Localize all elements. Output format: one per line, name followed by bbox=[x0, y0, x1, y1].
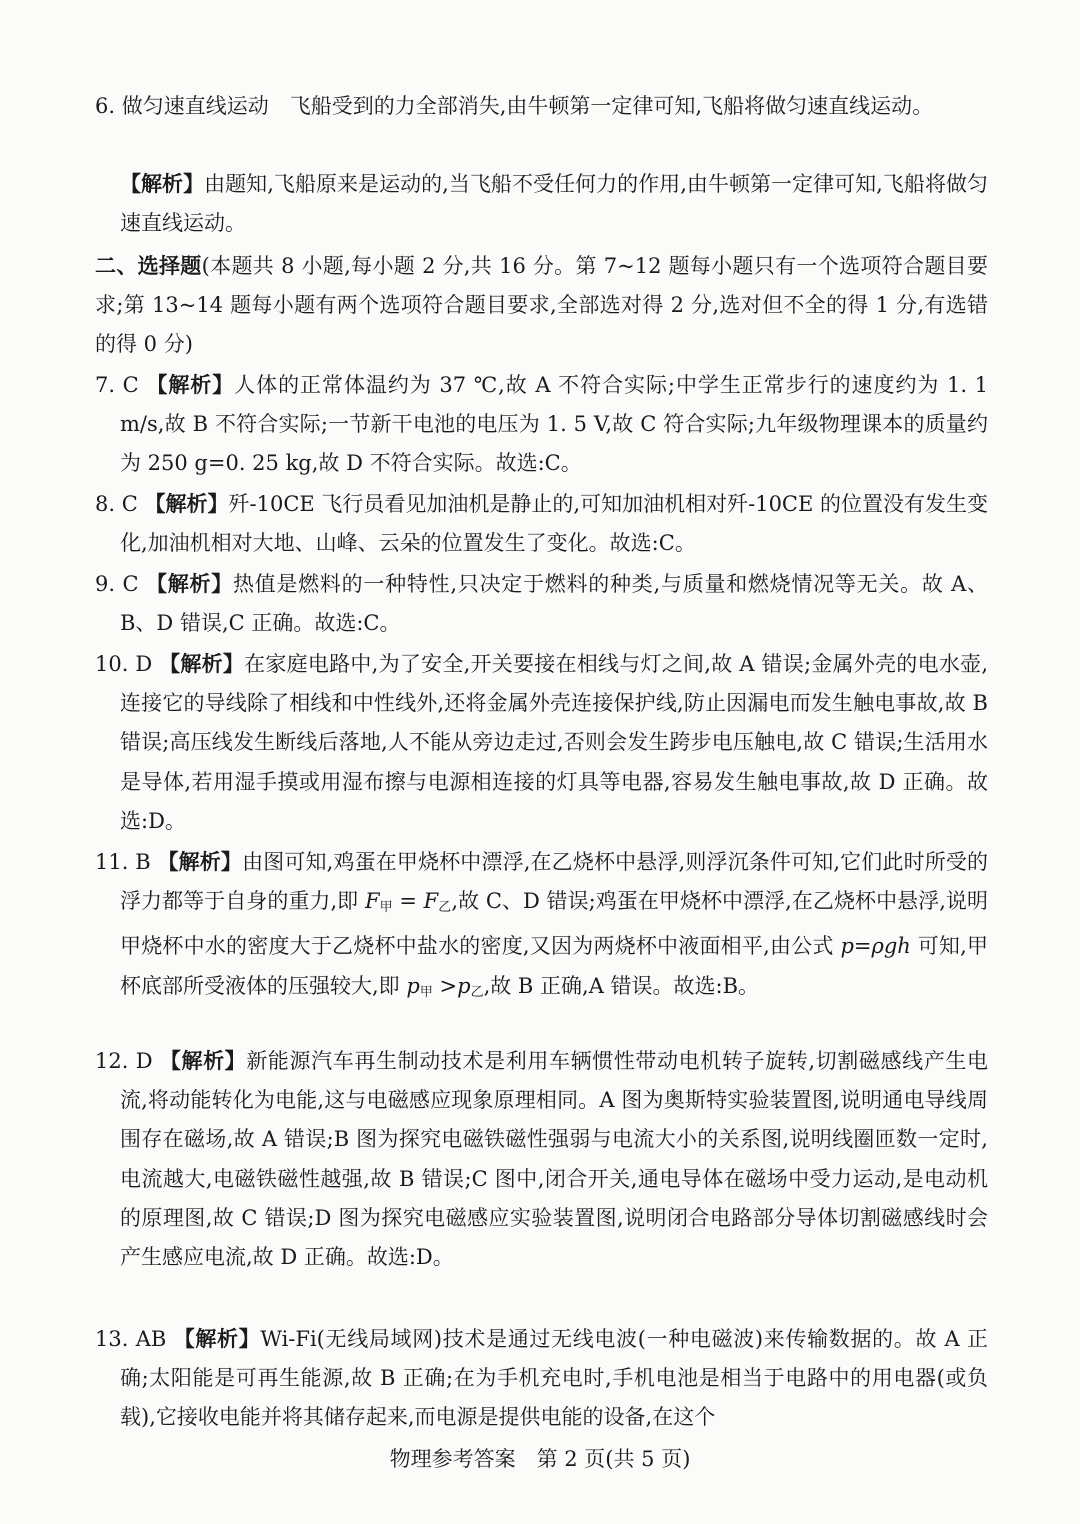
question-number: 12. D bbox=[95, 1049, 153, 1073]
analysis-text: 由图可知,鸡蛋在甲烧杯中漂浮,在乙烧杯中悬浮,则浮沉条件可知,它们此时所受的浮力都等于自身的重力,即 bbox=[120, 850, 989, 914]
analysis-text: ,故 C、D 错误;鸡蛋在甲烧杯中漂浮,在乙烧杯中悬浮,说明甲烧杯中水的密度大于乙烧杯中盐水的密度,又因为两烧杯中液面相平,由公式 bbox=[120, 889, 988, 959]
analysis-tag: 【解析】 bbox=[173, 1327, 261, 1351]
section-title: 二、选择题 bbox=[95, 254, 202, 278]
subscript: 乙 bbox=[438, 900, 452, 916]
force-symbol: F bbox=[423, 889, 439, 914]
question-number: 7. C bbox=[95, 373, 139, 397]
analysis-text: 由题知,飞船原来是运动的,当飞船不受任何力的作用,由牛顿第一定律可知,飞船将做匀速直线运动。 bbox=[120, 172, 988, 236]
analysis-tag: 【解析】 bbox=[145, 572, 233, 596]
page-footer: 物理参考答案 第 2 页(共 5 页) bbox=[389, 1447, 691, 1471]
question-number: 13. AB bbox=[95, 1327, 167, 1351]
analysis-tag: 【解析】 bbox=[146, 373, 235, 397]
equals-sign: = bbox=[392, 889, 424, 914]
answer-text: 做匀速直线运动 飞船受到的力全部消失,由牛顿第一定律可知,飞船将做匀速直线运动。 bbox=[121, 94, 934, 118]
pressure-symbol: p bbox=[457, 973, 471, 998]
analysis-text: 热值是燃料的一种特性,只决定于燃料的种类,与质量和燃烧情况等无关。故 A、B、D 错误,C 正确。故选:C。 bbox=[120, 572, 988, 636]
question-number: 6. bbox=[95, 94, 116, 118]
analysis-text: 可知,甲杯底部所受液体的压强较大,即 bbox=[120, 934, 988, 998]
analysis-text: Wi-Fi(无线局域网)技术是通过无线电波(一种电磁波)来传输数据的。故 A 正确;太阳能是可再生能源,故 B 正确;在为手机充电时,手机电池是相当于电路中的用电器(或负载),它接收电能并将其储存起来,而电源是提供电能的设备,在这个 bbox=[120, 1327, 988, 1430]
analysis-tag: 【解析】 bbox=[144, 492, 229, 516]
analysis-tag: 【解析】 bbox=[120, 172, 205, 196]
analysis-text: 新能源汽车再生制动技术是利用车辆惯性带动电机转子旋转,切割磁感线产生电流,将动能转化为电能,这与电磁感应现象原理相同。A 图为奥斯特实验装置图,说明通电导线周围存在磁场,故 A 错误;B 图为探究电磁铁磁性强弱与电流大小的关系图,说明线圈匝数一定时,电流越大,电磁铁磁性越强,故 B 错误;C 图中,闭合开关,通电导体在磁场中受力运动,是电动机的原理图,故 C 错误;D 图为探究电磁感应实验装置图,说明闭合电路部分导体切割磁感线时会产生感应电流,故 D 正确。故选:D。 bbox=[120, 1049, 988, 1270]
answer-13 bbox=[95, 1320, 988, 1438]
question-number: 10. D bbox=[95, 652, 153, 676]
pressure-formula: p=ρgh bbox=[840, 934, 911, 959]
subscript: 乙 bbox=[470, 984, 484, 1000]
analysis-tag: 【解析】 bbox=[159, 1049, 247, 1073]
subscript: 甲 bbox=[379, 900, 393, 916]
section-heading-choice bbox=[95, 247, 988, 365]
analysis-text: ,故 B 正确,A 错误。故选:B。 bbox=[483, 973, 760, 998]
subscript: 甲 bbox=[419, 984, 433, 1000]
section-instructions: (本题共 8 小题,每小题 2 分,共 16 分。第 7~12 题每小题只有一个选项符合题目要求;第 13~14 题每小题有两个选项符合题目要求,全部选对得 2 分,选对但不全的得 1 分,有选错的得 0 分) bbox=[95, 254, 988, 357]
analysis-tag: 【解析】 bbox=[157, 850, 243, 874]
answer-10 bbox=[95, 645, 988, 841]
greater-than-sign: > bbox=[432, 973, 458, 998]
answer-9 bbox=[95, 565, 988, 643]
analysis-6 bbox=[120, 165, 988, 243]
question-number: 11. B bbox=[95, 850, 151, 874]
analysis-text: 人体的正常体温约为 37 ℃,故 A 不符合实际;中学生正常步行的速度约为 1. 1 m/s,故 B 不符合实际;一节新干电池的电压为 1. 5 V,故 C 符合实际;九年级物理课本的质量约为 250 g=0. 25 kg,故 D 不符合实际。故选:C。 bbox=[120, 373, 989, 476]
answer-6 bbox=[95, 87, 988, 126]
pressure-symbol: p bbox=[406, 973, 420, 998]
analysis-tag: 【解析】 bbox=[159, 652, 245, 676]
question-number: 9. C bbox=[95, 572, 139, 596]
force-symbol: F bbox=[364, 889, 380, 914]
answer-11 bbox=[95, 843, 989, 1012]
analysis-text: 歼-10CE 飞行员看见加油机是静止的,可知加油机相对歼-10CE 的位置没有发生变化,加油机相对大地、山峰、云朵的位置发生了变化。故选:C。 bbox=[120, 492, 989, 556]
answer-8 bbox=[95, 485, 989, 563]
analysis-text: 在家庭电路中,为了安全,开关要接在相线与灯之间,故 A 错误;金属外壳的电水壶,连接它的导线除了相线和中性线外,还将金属外壳连接保护线,防止因漏电而发生触电事故,故 B 错误;高压线发生断线后落地,人不能从旁边走过,否则会发生跨步电压触电,故 C 错误;生活用水是导体,若用湿手摸或用湿布擦与电源相连接的灯具等电器,容易发生触电事故,故 D 正确。故选:D。 bbox=[120, 652, 988, 833]
answer-7 bbox=[95, 366, 989, 484]
answer-12 bbox=[95, 1042, 988, 1277]
question-number: 8. C bbox=[95, 492, 138, 516]
